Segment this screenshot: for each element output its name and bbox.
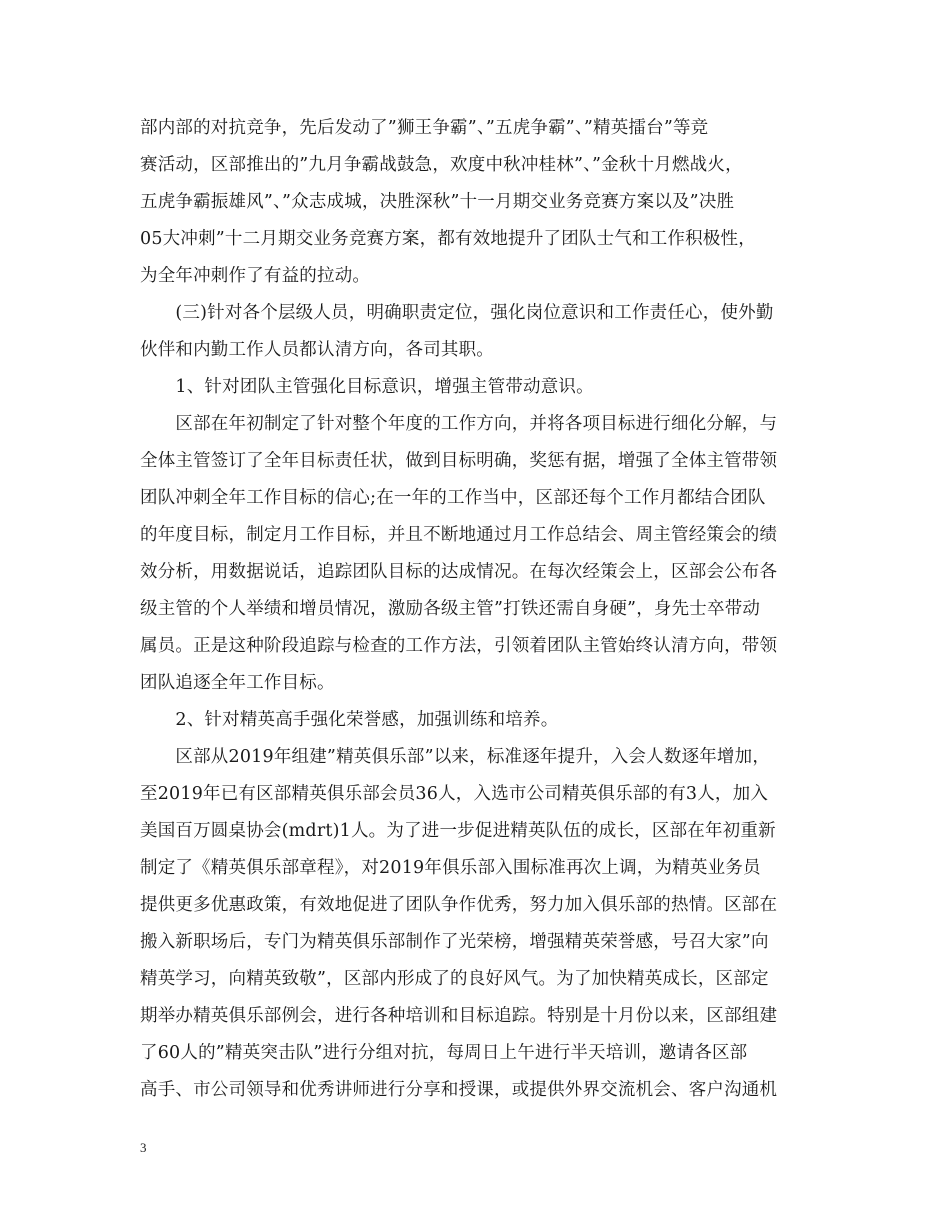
text-line: 精英学习，向精英致敬”，区部内形成了的良好风气。为了加快精英成长，区部定 bbox=[140, 969, 769, 989]
text-line: 团队追逐全年工作目标。 bbox=[140, 673, 335, 693]
text-line: 2、针对精英高手强化荣誉感，加强训练和培养。 bbox=[140, 710, 559, 730]
text-line: 区部从2019年组建”精英俱乐部”以来，标准逐年提升，入会人数逐年增加， bbox=[140, 747, 771, 767]
text-line: 属员。正是这种阶段追踪与检查的工作方法，引领着团队主管始终认清方向，带领 bbox=[140, 636, 778, 656]
page-number: 3 bbox=[140, 1140, 147, 1155]
text-line: 美国百万圆桌协会(mdrt)1人。为了进一步促进精英队伍的成长，区部在年初重新 bbox=[140, 821, 776, 841]
text-line: 团队冲刺全年工作目标的信心;在一年的工作当中，区部还每个工作月都结合团队 bbox=[140, 488, 766, 508]
text-line: 1、针对团队主管强化目标意识，增强主管带动意识。 bbox=[140, 377, 594, 397]
text-line: 搬入新职场后，专门为精英俱乐部制作了光荣榜，增强精英荣誉感，号召大家”向 bbox=[140, 932, 769, 952]
text-line: 提供更多优惠政策，有效地促进了团队争作优秀，努力加入俱乐部的热情。区部在 bbox=[140, 895, 778, 915]
text-line: 伙伴和内勤工作人员都认清方向，各司其职。 bbox=[140, 340, 494, 360]
text-line: 效分析，用数据说话，追踪团队目标的达成情况。在每次经策会上，区部会公布各 bbox=[140, 562, 778, 582]
text-line: 部内部的对抗竞争，先后发动了”狮王争霸”、”五虎争霸”、”精英擂台”等竞 bbox=[140, 118, 709, 138]
text-line: 区部在年初制定了针对整个年度的工作方向，并将各项目标进行细化分解，与 bbox=[140, 414, 778, 434]
text-line: 制定了《精英俱乐部章程》，对2019年俱乐部入围标准再次上调，为精英业务员 bbox=[140, 858, 761, 878]
text-line: 的年度目标，制定月工作目标，并且不断地通过月工作总结会、周主管经策会的绩 bbox=[140, 525, 778, 545]
text-line: 期举办精英俱乐部例会，进行各种培训和目标追踪。特别是十月份以来，区部组建 bbox=[140, 1006, 778, 1026]
text-line: 高手、市公司领导和优秀讲师进行分享和授课，或提供外界交流机会、客户沟通机 bbox=[140, 1080, 778, 1100]
text-line: 级主管的个人举绩和增员情况，激励各级主管”打铁还需自身硬”，身先士卒带动 bbox=[140, 599, 761, 619]
text-line: 赛活动，区部推出的”九月争霸战鼓急，欢度中秋冲桂林”、”金秋十月燃战火， bbox=[140, 155, 743, 175]
text-line: 至2019年已有区部精英俱乐部会员36人，入选市公司精英俱乐部的有3人，加入 bbox=[140, 784, 769, 804]
text-line: 全体主管签订了全年目标责任状，做到目标明确，奖惩有据，增强了全体主管带领 bbox=[140, 451, 778, 471]
text-line: 了60人的”精英突击队”进行分组对抗，每周日上午进行半天培训，邀请各区部 bbox=[140, 1043, 748, 1063]
text-line: 五虎争霸振雄风”、”众志成城，决胜深秋”十一月期交业务竞赛方案以及”决胜 bbox=[140, 192, 735, 212]
text-line: 为全年冲刺作了有益的拉动。 bbox=[140, 266, 371, 286]
text-line: (三)针对各个层级人员，明确职责定位，强化岗位意识和工作责任心，使外勤 bbox=[140, 303, 774, 323]
text-line: 05大冲刺”十二月期交业务竞赛方案，都有效地提升了团队士气和工作积极性， bbox=[140, 229, 756, 249]
